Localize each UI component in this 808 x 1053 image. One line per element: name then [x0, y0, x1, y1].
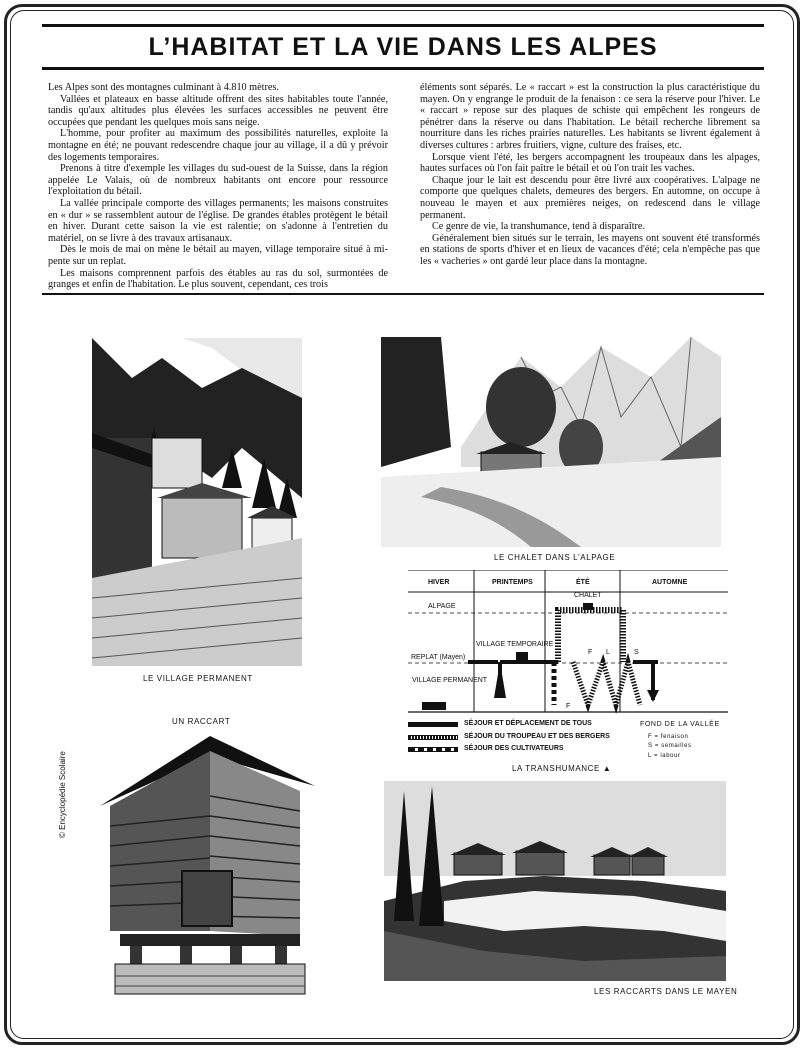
caption-raccarts: LES RACCARTS DANS LE MAYEN [594, 987, 738, 996]
col2-paragraph: Lorsque vient l'été, les bergers accompagnent les troupeaux dans les alpages, hautes surfaces où l'on fait paître le bétail et où l'on trait les vaches. [420, 151, 760, 175]
caption-chalet: LE CHALET DANS L'ALPAGE [494, 553, 616, 562]
col2-paragraph: Généralement bien situés sur le terrain, les mayens ont souvent été transformés en stations de sports d'hiver et en lieux de vacances d'été; cela n'empêche pas que les « vacheries » ont gardé leur place dans la montagne. [420, 232, 760, 267]
transhumance-diagram [408, 570, 728, 718]
caption-raccart: UN RACCART [172, 717, 231, 726]
season-printemps: PRINTEMPS [492, 579, 533, 586]
col1-paragraph: Les maisons comprennent parfois des étables au ras du sol, surmontées de granges et enfin de l'habitation. Le plus souvent, cependant, ces trois [48, 267, 388, 291]
page-title: L’HABITAT ET LA VIE DANS LES ALPES [42, 24, 764, 70]
level-alpage: ALPAGE [428, 603, 456, 610]
legend-swatch-troupeau [408, 735, 458, 740]
legend-tous: SÉJOUR ET DÉPLACEMENT DE TOUS [464, 720, 592, 727]
letter-s: S [634, 649, 639, 656]
fond-vallee: FOND DE LA VALLÉE [640, 721, 720, 728]
level-replat: REPLAT (Mayen) [411, 654, 466, 661]
legend-swatch-cultivateurs [408, 747, 458, 752]
legend-cultivateurs: SÉJOUR DES CULTIVATEURS [464, 745, 564, 752]
abbr-l: L = labour [648, 753, 681, 759]
letter-l: L [606, 649, 610, 656]
divider-rule [42, 293, 764, 295]
season-ete: ÉTÉ [576, 579, 590, 586]
village-temp-label: VILLAGE TEMPORAIRE [476, 641, 554, 648]
caption-village: LE VILLAGE PERMANENT [143, 674, 253, 683]
col2-paragraph: Ce genre de vie, la transhumance, tend à disparaître. [432, 221, 645, 233]
text-column-right [420, 82, 760, 268]
chalet-label: CHALET [574, 592, 602, 599]
col1-paragraph: L'homme, pour profiter au maximum des possibilités naturelles, exploite la montagne en été; ne pouvant redescendre chaque jour au village, il a dû y prévoir des logements temporaires. [48, 128, 388, 163]
col1-paragraph: Vallées et plateaux en basse altitude offrent des sites habitables toute l'année, tandis qu'aux altitudes plus élevées les surfaces accessibles ne peuvent être occupées que pendant les quelques mois sans neige. [48, 93, 388, 128]
letter-f: F [588, 649, 593, 656]
col1-paragraph: La vallée principale comporte des villages permanents; les maisons construites en « dur » se rassemblent autour de l'église. De grandes étables protègent le bétail en hiver. Durant cette saison la vie est ralentie; on s'adonne à l'entretien du matériel, on se livre à des travaux artisanaux. [48, 197, 388, 244]
col1-paragraph: Les Alpes sont des montagnes culminant à 4.810 mètres. [48, 82, 279, 93]
col2-paragraph: éléments sont séparés. Le « raccart » est la construction la plus caractéristique du mayen. On y engrange le produit de la fenaison : ce sera la réserve pour l'hiver. Le « raccart » repose sur des plaques de schiste qui empêchent les rongeurs de pénétrer dans la réserve ou dans l'habitation. Le bétail recherche librement sa nourriture dans les riches prairies naturelles. Les habitants se livrent également à diverses cultures : arbres fruitiers, vigne, culture des fraises, etc. [420, 82, 760, 151]
abbr-f: F = fenaison [648, 734, 689, 740]
legend-swatch-tous [408, 722, 458, 727]
abbr-s: S = semailles [648, 743, 692, 749]
legend-troupeau: SÉJOUR DU TROUPEAU ET DES BERGERS [464, 733, 610, 740]
raccarts-mayen-illustration [384, 781, 726, 981]
caption-transhumance [512, 764, 611, 773]
caption-transhumance-text: LA TRANSHUMANCE [512, 764, 600, 773]
triangle-up-icon: ▲ [602, 764, 612, 773]
text-column-left [48, 82, 388, 291]
col1-paragraph: Prenons à titre d'exemple les villages du sud-ouest de la Suisse, dans la région appelée Le Valais, où de nombreux habitants ont encore pour ressource l'exploitation du bétail. [48, 163, 388, 198]
village-illustration [92, 338, 302, 666]
level-village: VILLAGE PERMANENT [412, 677, 488, 684]
col2-paragraph: Chaque jour le lait est descendu pour être livré aux coopératives. L'alpage ne comporte que quelques chalets, demeures des bergers. En automne, on occupe à nouveau le mayen et aux premières neiges, on redescend dans le village permanent. [420, 174, 760, 221]
season-automne: AUTOMNE [652, 579, 688, 586]
copyright-notice: © Encyclopédie Scolaire [58, 751, 67, 838]
col1-paragraph: Dès le mois de mai on mène le bétail au mayen, village temporaire situé à mi-pente sur un replat. [48, 244, 388, 267]
season-hiver: HIVER [428, 579, 450, 586]
raccart-illustration [100, 736, 315, 996]
chalet-illustration [381, 337, 721, 547]
letter-f2: F [566, 703, 571, 710]
